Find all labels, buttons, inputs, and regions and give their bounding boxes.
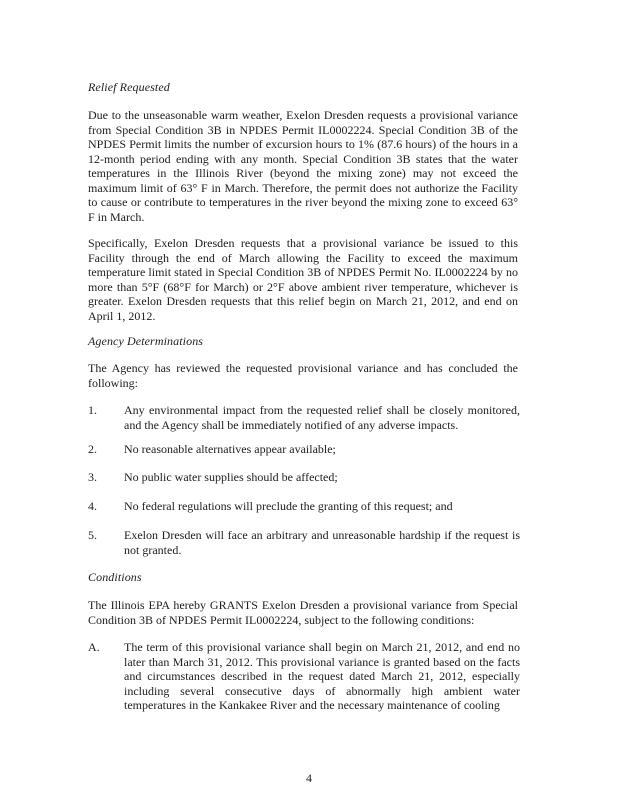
determination-marker-1: 1. — [88, 403, 97, 417]
determination-text-3: No public water supplies should be affected; — [124, 470, 338, 484]
determination-text-5: Exelon Dresden will face an arbitrary and unreasonable hardship if the request is not granted. — [124, 528, 520, 557]
relief-paragraph-1: Due to the unseasonable warm weather, Exelon Dresden requests a provisional variance from Special Condition 3B in NPDES Permit IL0002224. Special Condition 3B of the NPDES Permit limits the number of excursion hours to 1% (87.6 hours) of the hours in a 12-month period ending with any month. Special Condition 3B states that the water temperatures in the Illinois River (beyond the mixing zone) may not exceed the maximum limit of 63° F in March. Therefore, the permit does not authorize the Facility to cause or contribute to temperatures in the river beyond the mixing zone to exceed 63° F in March. — [88, 108, 518, 224]
determination-item-2 — [88, 442, 520, 457]
determination-item-4 — [88, 499, 520, 514]
relief-paragraph-2: Specifically, Exelon Dresden requests that a provisional variance be issued to this Facility through the end of March allowing the Facility to exceed the maximum temperature limit stated in Special Condition 3B of NPDES Permit No. IL0002224 by no more than 5°F (68°F for March) or 2°F above ambient river temperature, whichever is greater. Exelon Dresden requests that this relief begin on March 21, 2012, and end on April 1, 2012. — [88, 236, 518, 323]
determination-item-3 — [88, 470, 520, 485]
relief-requested-heading: Relief Requested — [88, 80, 170, 94]
conditions-intro: The Illinois EPA hereby GRANTS Exelon Dresden a provisional variance from Special Condition 3B of NPDES Permit IL0002224, subject to the following conditions: — [88, 598, 518, 627]
agency-determinations-heading: Agency Determinations — [88, 334, 204, 348]
determination-marker-5: 5. — [88, 528, 97, 542]
condition-text-a: The term of this provisional variance shall begin on March 21, 2012, and end no later than March 31, 2012. This provisional variance is granted based on the facts and circumstances described in the request dated March 21, 2012, especially including several consecutive days of abnormally high ambient water temperatures in the Kankakee River and the necessary maintenance of cooling — [124, 640, 520, 712]
determination-item-5 — [88, 528, 520, 557]
conditions-heading: Conditions — [88, 570, 142, 584]
determination-marker-2: 2. — [88, 442, 97, 456]
determination-marker-3: 3. — [88, 470, 97, 484]
determinations-intro: The Agency has reviewed the requested provisional variance and has concluded the following: — [88, 361, 518, 390]
condition-item-a — [88, 640, 520, 713]
determination-text-4: No federal regulations will preclude the granting of this request; and — [124, 499, 453, 513]
determination-marker-4: 4. — [88, 499, 97, 513]
page-number: 4 — [306, 771, 312, 785]
determination-item-1 — [88, 403, 520, 432]
condition-marker-a: A. — [88, 640, 100, 654]
determination-text-2: No reasonable alternatives appear available; — [124, 442, 336, 456]
determination-text-1: Any environmental impact from the requested relief shall be closely monitored, and the Agency shall be immediately notified of any adverse impacts. — [124, 403, 520, 432]
